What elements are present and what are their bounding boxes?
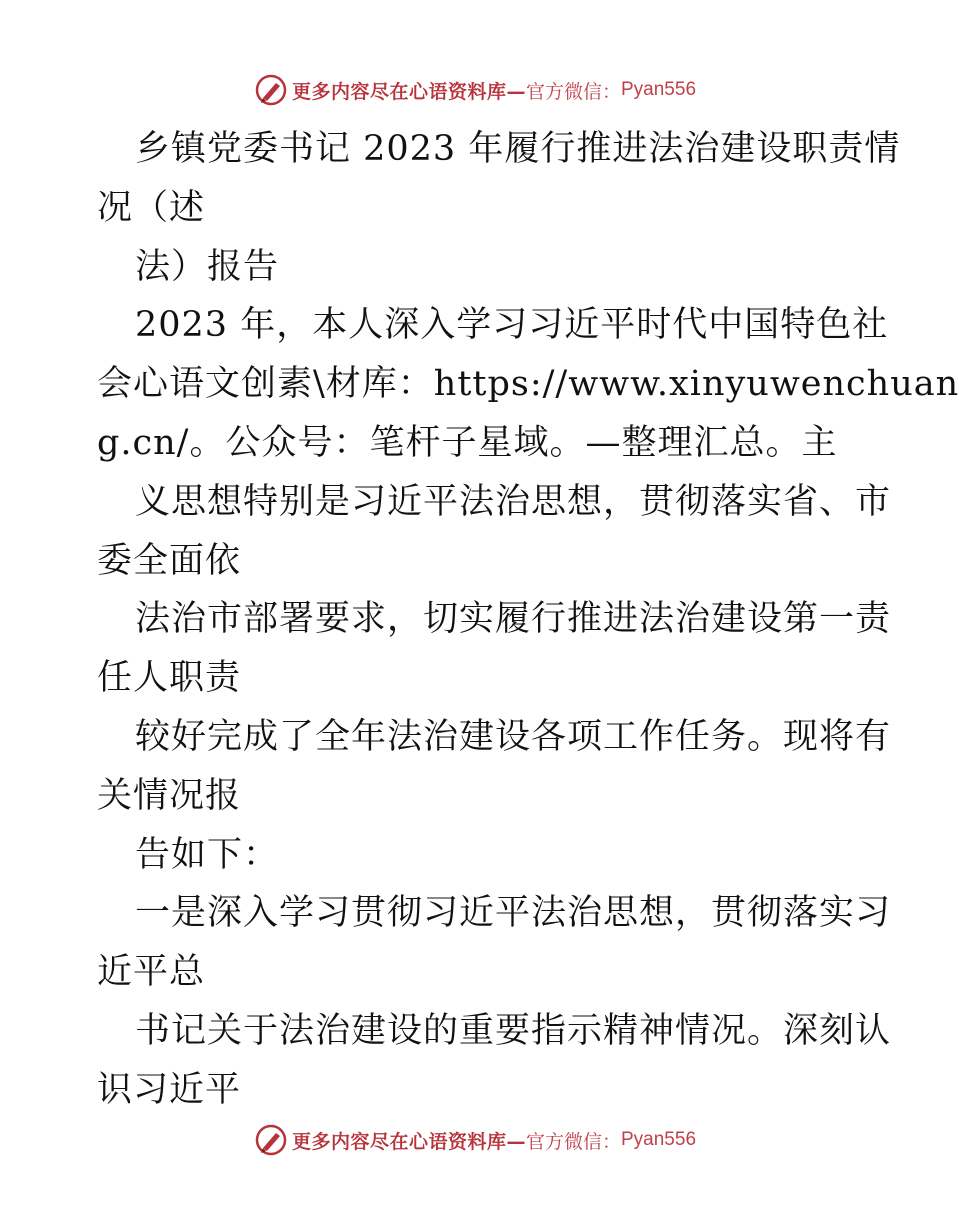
document-body [97,120,959,1120]
pen-logo-icon [254,73,288,107]
doc-text-line: g.cn/。公众号：笔杆子星域。—整理汇总。主 [97,422,838,463]
doc-text-line: 较好完成了全年法治建设各项工作任务。现将有 [135,716,892,757]
doc-text-line: 会心语文创素\材库：https://www.xinyuwenchuan [97,364,959,405]
footer-watermark-banner [0,1122,950,1158]
doc-text-line: 委全面依 [97,540,242,581]
banner-wechat-label: 官方微信： [525,1130,621,1153]
doc-text-line: 识习近平 [97,1069,242,1110]
doc-text-line: 法治市部署要求，切实履行推进法治建设第一责 [135,599,892,640]
banner-wechat-label: 官方微信： [525,80,621,103]
doc-text-line: 关情况报 [97,775,242,816]
banner-wechat-id: Pyan556 [621,1129,697,1150]
doc-title-line-1: 乡镇党委书记 2023 年履行推进法治建设职责情 [135,129,901,169]
header-watermark-banner [0,72,950,108]
pen-logo-icon [254,1123,288,1157]
doc-text-line: 近平总 [97,952,206,993]
doc-title-line-3: 法）报告 [135,246,280,287]
doc-title-line-2: 况（述 [97,187,206,228]
doc-text-line: 一是深入学习贯彻习近平法治思想，贯彻落实习 [135,893,892,934]
doc-text-line: 任人职责 [97,658,242,699]
banner-text: 更多内容尽在心语资料库— [291,80,526,103]
doc-text-line: 书记关于法治建设的重要指示精神情况。深刻认 [135,1010,892,1051]
doc-text-line: 2023 年，本人深入学习习近平时代中国特色社 [135,305,889,346]
doc-text-line: 义思想特别是习近平法治思想，贯彻落实省、市 [135,481,892,522]
doc-text-line: 告如下： [135,834,280,875]
banner-wechat-id: Pyan556 [621,79,697,100]
banner-text: 更多内容尽在心语资料库— [291,1130,526,1153]
